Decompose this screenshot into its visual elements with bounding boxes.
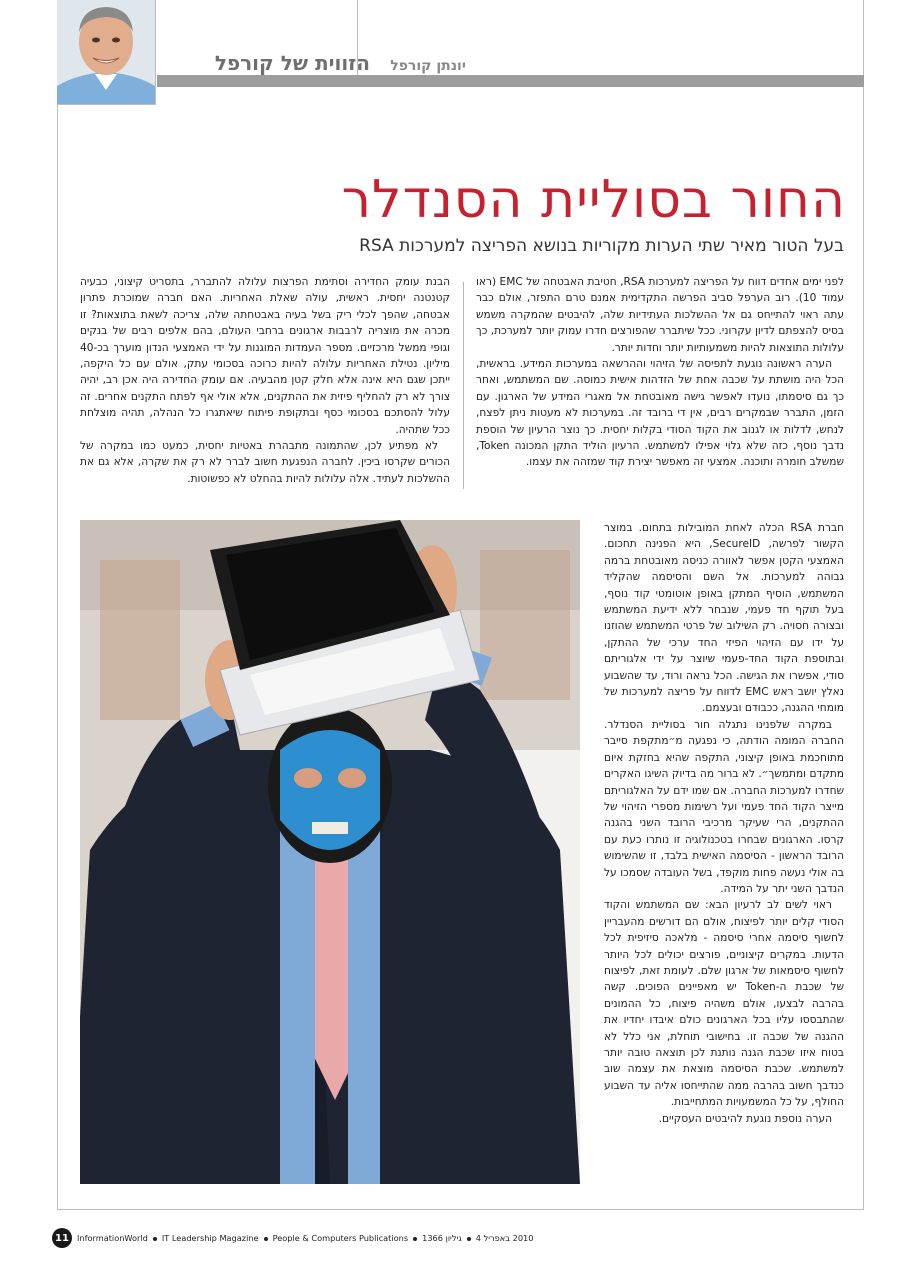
- paragraph: חברת RSA הכלה לאחת המובילות בתחום. במוצר הקשור לפרשה, SecureID, היא הפנינה תחכום. האמצעי הקטן אפשר לאוורה כניסה מאובטחת ברמה גבוהה למערכות. אל השם והסיסמה שהקליד המשתמש, הוסיף המתקן באופן אוטומטי קוד נוסף, בעל תוקף חד פעמי, שנבחר ללא ידיעת המשתמש ובצורה חסויה. רק השילוב של פרטי המשתמש שהוזנו על ידו עם הזיהוי הפיזי החד ערכי של ההתקן, ובתוספת הקוד החד-פעמי שיוצר על ידי אלגוריתם סודי, אפשרו את הגישה. הכל נראה ורוד, עד שהשבוע נאלץ יושב ראש EMC לדווח על פריצה למערכות של מומחי ההגנה, ככבודם ובעצמם.: [604, 522, 844, 715]
- text-column-right: [476, 274, 844, 516]
- publication-name: InformationWorld: [77, 1233, 148, 1243]
- header-bar: [157, 75, 864, 87]
- column-rule: [463, 282, 464, 489]
- article-subheadline: בעל הטור מאיר שתי הערות מקוריות בנושא הפריצה למערכות RSA: [359, 236, 844, 256]
- page-number: 11: [52, 1228, 72, 1248]
- bullet-icon: [153, 1237, 157, 1241]
- bullet-icon: [467, 1237, 471, 1241]
- masked-man-laptop-photo: [80, 520, 580, 1184]
- bullet-icon: [264, 1237, 268, 1241]
- author-name: יונתן קורפל: [390, 58, 466, 74]
- text-column-narrow: [604, 520, 844, 1185]
- issue-date: 2010 באפריל 4: [475, 1233, 534, 1243]
- author-photo: [57, 0, 156, 105]
- text-column-left: [80, 274, 450, 506]
- paragraph: הערה ראשונה נוגעת לתפיסה של הזיהוי וההרשאה במערכות המידע. בראשית, הכל היה מושתת על שכבה אחת של הזדהות אישית כמוסה. שם המשתמש, ואחר כך גם סיסמתו, נועדו לאפשר גישה מאובטחת אל מאגרי המידע של הארגון. עם הזמן, התברר שבמקרים רבים, אין די ברובד זה. במערכות לא מעטות ניתן לפצח, לנחש, לדלות או לגנוב את הקוד הסודי בקלות יחסית. כך נוצר הרעיון של הוספת נדבך נוסף, כזה שלא גלוי אפילו למשתמש. הרעיון הוליד התקן המכונה Token, שמשלב חומרה ותוכנה. אמצעי זה מאפשר יצירת קוד שמזהה את עצמו.: [476, 358, 844, 469]
- paragraph: הערה נוספת נוגעת להיבטים העסקיים.: [658, 1112, 832, 1125]
- publication-name: IT Leadership Magazine: [161, 1233, 259, 1243]
- page-footer: [46, 1225, 536, 1247]
- paragraph: ראוי לשים לב לרעיון הבא: שם המשתמש והקוד הסודי קלים יותר לפיצוח, אולם הם דורשים מהעבריין לחשוף סיסמה אחרי סיסמה - מלאכה סיזיפית לכל הדעות. במקרים קיצוניים, פורצים יכולים לכל היותר לחשוף סיסמאות של ארגון שלם. לעומת זאת, לפיצוח של שכבת ה-Token יש מאפיינים הפוכים. קשה בהרבה לבצעו, אולם משהיה פיצוח, כל ההמונים שהתבססו עליו בכל הארגונים כולם איבדו יחדיו את ההגנה של שכבה זו. בחישובי תוחלת, אני כלל לא בטוח איזו שכבת הגנה נותנת לכן תוצאה טובה יותר למשתמש. שכבת הסיסמה מוצאת את עצמה שוב כנדבך חשוב בהרבה ממה שהתייחסו אליה עד השבוע החולף, על כל המשמעויות המתחייבות.: [604, 899, 844, 1109]
- bullet-icon: [413, 1237, 417, 1241]
- paragraph: לפני ימים אחדים דווח על הפריצה למערכות RSA, חטיבת האבטחה של EMC (ראו עמוד 10). רוב הערפל סביב הפרשה התקדימית אמנם טרם התפזר, אולם כבר עתה ראוי להתייחס גם אל ההשלכות העתידיות שלה, להיבטים שהמקרה משמש בסיס להצפתם לדיון עקרוני. ככל שיתברר שהפורצים חדרו עמוק יותר למערכת, כך עלולות התוצאות להיות משמעותיות יותר וחדות יותר.: [476, 276, 844, 354]
- paragraph: לא מפתיע לכן, שהתמונה מתבהרת באטיות יחסית, כמעט כמו במקרה של הכורים שקרסו ביכין. לחברה הנפגעת חשוב לברר לא רק את שקרה, אלא גם את ההשלכות לעתיד. אלה עלולות להיות בהחלט לא כפשוטות.: [80, 440, 450, 485]
- paragraph: במקרה שלפנינו נתגלה חור בסוליית הסנדלר. החברה המומה הודתה, כי נפגעה מ״מתקפת סייבר מתוחכמת באופן קיצוני, התקפה שהיא בחזקת איום מתקדם ומתמשך״. לא ברור מה בדיוק השיגו האקרים שחדרו למערכות החברה. אם שמו ידם על האלגוריתם מייצר הקוד החד פעמי ועל רשימות מספרי הזיהוי של ההתקנים, הרי שעיקר מרכיבי הרובד השני בהגנה קרסו. הארגונים שבחרו בטכנולוגיה זו נותרו כעת עם הרובד הראשון - הסיסמה האישית בלבד, זו שהשימוש בה אולי נעשה פחות מוקפד, בשל העובדה שסמכו על הנדבך השני יתר על המידה.: [604, 718, 844, 895]
- issue-number: גיליון 1366: [422, 1233, 462, 1243]
- article-headline: החור בסוליית הסנדלר: [341, 170, 846, 230]
- publisher-name: People & Computers Publications: [272, 1233, 409, 1243]
- column-title: הזווית של קורפל: [214, 51, 370, 75]
- paragraph: הבנת עומק החדירה וסתימת הפרצות עלולה להתברר, בתסריט קיצוני, כבעיה קטנטנה יחסית. ראשית, עולה שאלת האחריות. האם חברה שמוכרת פתרון אבטחה, שהפך לכלי ריק בשל בעיה באבטחתה שלה, צריכה לשאת בתוצאות? זו מכרה את מוצריה לרבבות ארגונים ברחבי העולם, בהם אלפים רבים של בנקים וגופי ממשל מרכזיים. מספר העמדות המוגנות על ידי האמצעי הנדון מוערך בכ-40 מיליון. נטילת האחריות עלולה להיות כרוכה בסכומי עתק, אולם עם כל היקפה, ייתכן שגם היא אינה אלא חלק קטן מהבעיה. אם עומק החדירה היה אכן רב, יהיה צורך לא רק להחליף פיזית את ההתקנים, אלא אולי אף לפתח התקנים אחרים. זה עלול להסתכם בסכומי כסף ובתקופת פיתוח שיאתגרו כל הנהלה, תהיה מוצלחת ככל שתהיה.: [80, 276, 450, 436]
- footer-text: [77, 1233, 533, 1243]
